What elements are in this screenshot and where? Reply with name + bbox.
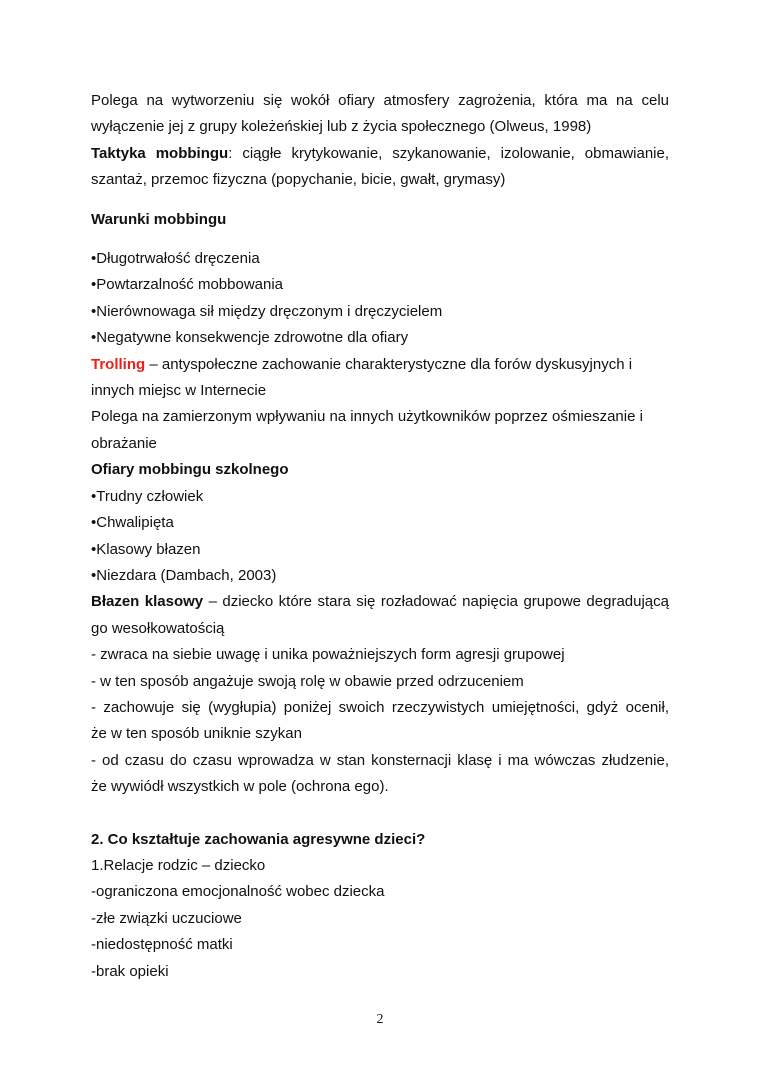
clown-line	[91, 589, 669, 615]
trolling-text: – antyspołeczne zachowanie charakterystyczne dla forów dyskusyjnych i	[145, 355, 633, 373]
trolling-line: obrażanie	[91, 434, 157, 452]
trolling-line: Polega na zamierzonym wpływaniu na innych użytkowników poprzez ośmieszanie i	[91, 408, 643, 426]
bullet-item: •Negatywne konsekwencje zdrowotne dla ofiary	[91, 329, 409, 347]
list-item: -niedostępność matki	[91, 936, 233, 954]
bullet-item: •Klasowy błazen	[91, 540, 201, 558]
bullet-item: •Chwalipięta	[91, 514, 174, 532]
list-item: -ograniczona emocjonalność wobec dziecka	[91, 883, 385, 901]
clown-line: - od czasu do czasu wprowadza w stan konsternacji klasę i ma wówczas złudzenie,	[91, 751, 669, 769]
clown-line: go wesołkowatością	[91, 619, 225, 637]
bullet-item: •Niezdara (Dambach, 2003)	[91, 566, 277, 584]
bullet-item: •Nierównowaga sił między dręczonym i dręczycielem	[91, 302, 443, 320]
tactics-line	[91, 141, 669, 167]
bullet-item: •Długotrwałość dręczenia	[91, 250, 260, 268]
trolling-term: Trolling	[91, 355, 146, 373]
subheading: 1.Relacje rodzic – dziecko	[91, 856, 266, 874]
clown-line: - zachowuje się (wygłupia) poniżej swoich rzeczywistych umiejętności, gdyż ocenił,	[91, 698, 669, 716]
clown-line: że wywiódł wszystkich w pole (ochrona ego).	[91, 778, 389, 796]
paragraph-line: wyłączenie jej z grupy koleżeńskiej lub z życia społecznego (Olweus, 1998)	[91, 118, 592, 136]
tactics-label: Taktyka mobbingu	[91, 144, 229, 162]
bullet-item: •Powtarzalność mobbowania	[91, 276, 284, 294]
tactics-text: : ciągłe krytykowanie, szykanowanie, izolowanie, obmawianie,	[228, 144, 670, 162]
clown-line: że w ten sposób uniknie szykan	[91, 725, 302, 743]
trolling-line: innych miejsc w Internecie	[91, 382, 267, 400]
clown-line: - w ten sposób angażuje swoją rolę w obawie przed odrzuceniem	[91, 672, 524, 690]
section-heading: 2. Co kształtuje zachowania agresywne dzieci?	[91, 830, 426, 848]
tactics-line: szantaż, przemoc fizyczna (popychanie, bicie, gwałt, grymasy)	[91, 171, 506, 189]
clown-term: Błazen klasowy	[91, 593, 204, 611]
page-number: 2	[376, 1012, 384, 1027]
list-item: -brak opieki	[91, 962, 169, 980]
trolling-line	[91, 352, 669, 378]
clown-line: - zwraca na siebie uwagę i unika poważniejszych form agresji grupowej	[91, 646, 565, 664]
section-heading: Ofiary mobbingu szkolnego	[91, 461, 289, 479]
paragraph-line: Polega na wytworzeniu się wokół ofiary atmosfery zagrożenia, która ma na celu	[91, 92, 669, 109]
bullet-item: •Trudny człowiek	[91, 487, 204, 505]
page-content	[91, 88, 669, 985]
section-heading: Warunki mobbingu	[91, 210, 227, 228]
list-item: -złe związki uczuciowe	[91, 909, 242, 927]
clown-text: – dziecko które stara się rozładować napięcia grupowe degradującą	[203, 593, 669, 611]
